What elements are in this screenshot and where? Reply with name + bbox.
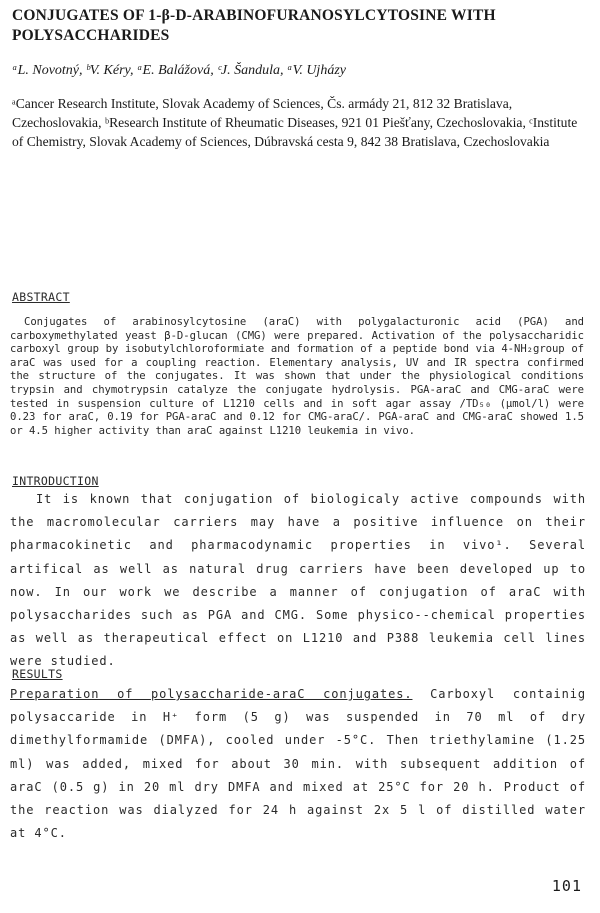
results-heading: RESULTS [12,667,63,681]
results-subheading: Preparation of polysaccharide-araC conjugates. [10,687,413,701]
affiliation-text: ᵃCancer Research Institute, Slovak Academy of Sciences, Čs. armády 21, 812 32 Bratislava, Czechoslovakia, ᵇResearch Institute of Rheumatic Diseases, 921 01 Piešťany, Czechoslovakia, ᶜInstitute of Chemistry, Slovak Academy of Sciences, Dúbravská cesta 9, 842 38 Bratislava, Czechoslovakia [12,96,578,149]
introduction-text: It is known that conjugation of biologicaly active compounds with the macromolecular carriers may have a positive influence on their pharmacokinetic and pharmacodynamic properties in vivo¹. Several artifical as well as natural drug carriers have been developed up to now. In our work we describe a manner of conjugation of araC with polysaccharides such as PGA and CMG. Some physico--chemical properties as well as therapeutical effect on L1210 and P388 leukemia cell lines were studied. [10,492,586,669]
abstract-section [10,316,584,438]
page-number: 101 [551,877,582,895]
abstract-text: Conjugates of arabinosylcytosine (araC) with polygalacturonic acid (PGA) and carboxymethylated yeast β-D-glucan (CMG) were prepared. Activation of the polysaccharidic carboxyl group by isobutylchloroformiate and formation of a peptide bond via 4-NH₂group of araC was used for a coupling reaction. Elementary analysis, UV and IR spectra confirmed the structure of the conjugates. It was shown that under the physiological conditions trypsin and chymotrypsin catalyze the conjugate hydrolysis. PGA-araC and CMG-araC were tested in suspension culture of L1210 cells and in soft agar assay /TD₅₀ (μmol/l) were 0.23 for araC, 0.19 for PGA-araC and 0.12 for CMG-araC/. PGA-araC and CMG-araC showed 1.5 or 4.5 higher activity than araC against L1210 leukemia in vivo. [10,316,584,437]
introduction-section [10,488,586,674]
results-text: Carboxyl containig polysaccaride in H⁺ form (5 g) was suspended in 70 ml of dry dimethylformamide (DMFA), cooled under -5°C. Then triethylamine (1.25 ml) was added, mixed for about 30 min. with subsequent addition of araC (0.5 g) in 20 ml dry DMFA and mixed at 25°C for 20 h. Product of the reaction was dialyzed for 24 h against 2x 5 l of distilled water at 4°C. [10,687,586,841]
affiliations [12,94,584,151]
author-list: ᵃL. Novotný, ᵇV. Kéry, ᵃE. Balážová, ᶜJ. Šandula, ᵃV. Ujházy [12,63,346,78]
results-paragraph [10,683,586,845]
abstract-heading: ABSTRACT [12,290,70,304]
introduction-heading: INTRODUCTION [12,474,99,488]
results-section [10,683,586,845]
paper-title: CONJUGATES OF 1-β-D-ARABINOFURANOSYLCYTOSINE WITH POLYSACCHARIDES [12,7,496,44]
